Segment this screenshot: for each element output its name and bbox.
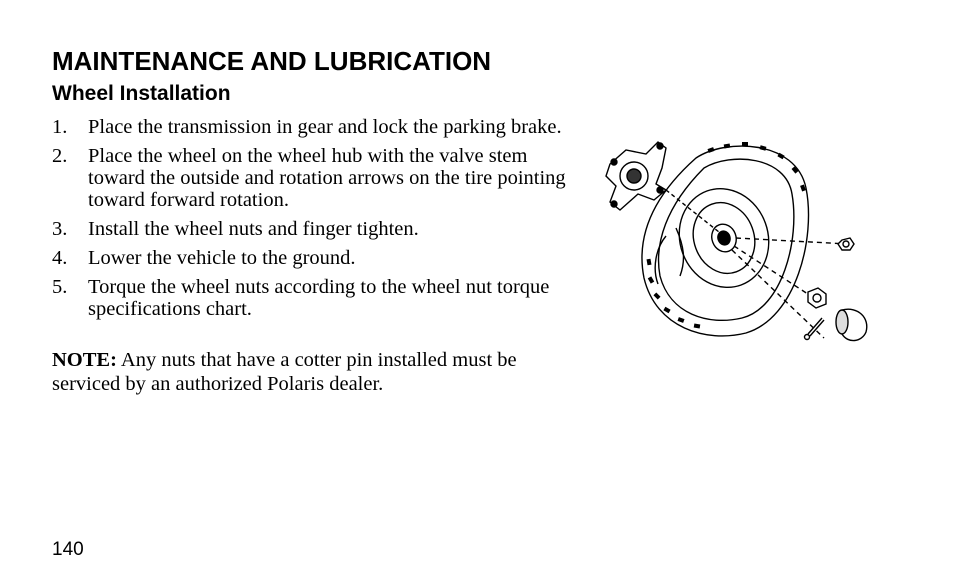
- step-text: Lower the vehicle to the ground.: [88, 247, 356, 269]
- installation-steps-list: [52, 116, 582, 327]
- lug-nut-icon: [838, 238, 854, 250]
- step-number: 4.: [52, 247, 68, 269]
- step-number: 2.: [52, 145, 68, 167]
- hub-plate-icon: [606, 142, 666, 210]
- step-text: Torque the wheel nuts according to the wheel nut torque specifications chart.: [88, 276, 550, 320]
- step-text: Install the wheel nuts and finger tighten.: [88, 218, 419, 240]
- step-number: 1.: [52, 116, 68, 138]
- step-number: 5.: [52, 276, 68, 298]
- step-text: Place the transmission in gear and lock the parking brake.: [88, 116, 562, 138]
- page-number: 140: [52, 539, 84, 560]
- step-item: [52, 247, 582, 269]
- step-number: 3.: [52, 218, 68, 240]
- step-item: [52, 276, 582, 320]
- step-item: [52, 218, 582, 240]
- note-label: NOTE:: [52, 349, 117, 371]
- page-title: MAINTENANCE AND LUBRICATION: [52, 46, 492, 76]
- wheel-hub-exploded-diagram-icon: [596, 128, 886, 358]
- hub-cap-icon: [836, 309, 867, 340]
- castle-nut-icon: [808, 288, 826, 308]
- step-text: Place the wheel on the wheel hub with the valve stem toward the outside and rotation arrows on the tire pointing toward forward rotation.: [88, 145, 566, 211]
- note-text: Any nuts that have a cotter pin installed must be serviced by an authorized Polaris dealer.: [52, 349, 517, 395]
- step-item: [52, 145, 582, 211]
- section-title: Wheel Installation: [52, 82, 231, 105]
- note-paragraph: [52, 348, 582, 396]
- step-item: [52, 116, 582, 138]
